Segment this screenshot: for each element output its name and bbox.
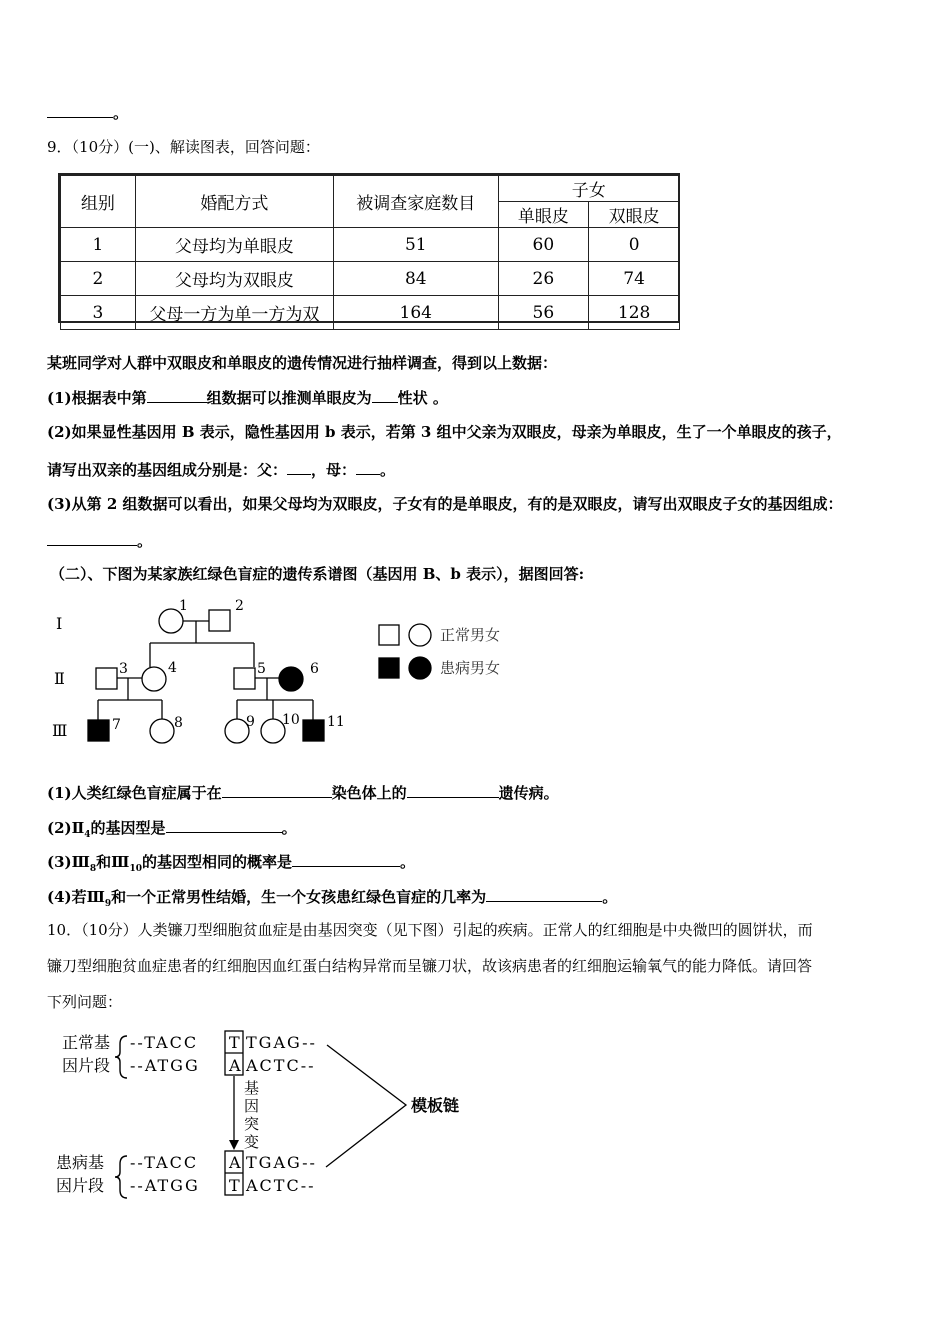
normal-bottom-mutation-base: A [229, 1056, 243, 1075]
disease-top-strand-left: --TACC [130, 1153, 199, 1172]
individual-3 [96, 668, 117, 689]
q9-intro: 某班同学对人群中双眼皮和单眼皮的遗传情况进行抽样调查，得到以上数据： [47, 354, 558, 372]
q9-header: 9．（10分）(一)、解读图表，回答问题： [47, 138, 320, 156]
legend-normal-label: 正常男女 [440, 626, 501, 644]
q9-part2-line1: (2)如果显性基因用 B 表示，隐性基因用 b 表示，若第 3 组中父亲为双眼皮，母亲为单眼皮，生了一个单眼皮的孩子， [47, 423, 842, 441]
gene-mutation-diagram [50, 1028, 490, 1208]
svg-text:因: 因 [244, 1097, 260, 1115]
svg-text:1: 1 [179, 598, 188, 614]
legend-normal-male [379, 625, 399, 645]
header-single: 单眼皮 [498, 202, 589, 228]
brace [115, 1156, 127, 1198]
individual-7 [88, 720, 109, 741]
answer-blank [147, 387, 207, 403]
svg-text:正常基: 正常基 [62, 1033, 111, 1052]
svg-text:10: 10 [282, 712, 300, 728]
svg-text:患病基: 患病基 [56, 1153, 105, 1172]
normal-top-strand-right: TGAG-- [246, 1033, 317, 1052]
pedigree-q2: $(2)Ⅱ_4$的基因型是 。 [47, 819, 297, 840]
q9-part1: (1)根据表中第 组数据可以推测单眼皮为 性状 。 [47, 389, 448, 407]
q9-part3-line2: 。 [47, 530, 152, 551]
individual-8 [150, 719, 174, 743]
individual-11 [303, 720, 324, 741]
answer-blank [292, 851, 400, 867]
header-double: 双眼皮 [589, 202, 680, 228]
legend-affected-label: 患病男女 [440, 659, 501, 677]
q9-part2-line2: 请写出双亲的基因组成分别是：父： ，母： 。 [47, 461, 396, 479]
normal-top-mutation-base: T [229, 1033, 242, 1052]
normal-top-strand-left: --TACC [130, 1033, 199, 1052]
q10-line2: 镰刀型细胞贫血症患者的红细胞因血红蛋白结构异常而呈镰刀状，故该病患者的红细胞运输氧气的能力降低。请回答 [47, 957, 813, 975]
svg-text:8: 8 [174, 715, 183, 731]
header-families: 被调查家庭数目 [334, 176, 498, 228]
individual-4 [142, 667, 166, 691]
svg-text:因片段: 因片段 [62, 1056, 111, 1075]
pedigree-q3: $(3)Ⅲ_8$和$Ⅲ_{10}$的基因型相同的概率是 。 [47, 853, 416, 874]
table-row: 3 父母一方为单一方为双 164 56 128 [61, 296, 680, 330]
individual-6 [279, 667, 303, 691]
svg-text:4: 4 [168, 660, 177, 676]
eyelid-survey-table [60, 175, 680, 330]
svg-text:6: 6 [310, 661, 319, 677]
answer-blank [407, 782, 499, 798]
individual-2 [209, 610, 230, 631]
svg-text:变: 变 [244, 1133, 260, 1151]
svg-text:2: 2 [235, 598, 244, 614]
disease-top-mutation-base: A [229, 1153, 243, 1172]
svg-text:9: 9 [246, 714, 255, 730]
answer-blank [356, 459, 380, 475]
table-row: 1 父母均为单眼皮 51 60 0 [61, 228, 680, 262]
disease-bottom-mutation-base: T [229, 1176, 242, 1195]
answer-blank [166, 817, 282, 833]
pedigree-chart [40, 592, 560, 762]
svg-text:11: 11 [327, 714, 345, 730]
arrow-head-icon [229, 1140, 239, 1150]
legend-affected-female [409, 657, 431, 679]
template-pointer [326, 1045, 406, 1167]
generation-label: Ⅲ [52, 721, 68, 740]
table-row: 2 父母均为双眼皮 84 26 74 [61, 262, 680, 296]
svg-text:7: 7 [112, 717, 121, 733]
header-group: 组别 [61, 176, 136, 228]
svg-text:因片段: 因片段 [56, 1176, 105, 1195]
q10-line3: 下列问题： [47, 993, 123, 1011]
answer-blank [222, 782, 332, 798]
disease-bottom-strand-right: ACTC-- [246, 1176, 316, 1195]
answer-blank [372, 387, 398, 403]
answer-blank [486, 886, 602, 902]
generation-label: Ⅱ [54, 669, 65, 688]
q10-line1: 10．（10分）人类镰刀型细胞贫血症是由基因突变（见下图）引起的疾病。正常人的红细胞是中央微凹的圆饼状，而 [47, 921, 813, 939]
brace [115, 1036, 127, 1078]
header-children: 子女 [498, 176, 680, 202]
q9-part3-line1: (3)从第 2 组数据可以看出，如果父母均为双眼皮，子女有的是单眼皮，有的是双眼皮，请写出双眼皮子女的基因组成： [47, 495, 843, 513]
pedigree-q4: (4)若$Ⅲ_9$和一个正常男性结婚，生一个女孩患红绿色盲症的几率为 。 [47, 888, 618, 909]
svg-text:基: 基 [244, 1079, 260, 1097]
generation-label: Ⅰ [56, 614, 63, 633]
header-mating: 婚配方式 [135, 176, 333, 228]
svg-text:3: 3 [119, 661, 128, 677]
pedigree-q1: (1)人类红绿色盲症属于在 染色体上的 遗传病。 [47, 784, 559, 802]
individual-5 [234, 668, 255, 689]
normal-bottom-strand-left: --ATGG [130, 1056, 200, 1075]
template-strand-label: 模板链 [411, 1096, 460, 1115]
disease-bottom-strand-left: --ATGG [130, 1176, 200, 1195]
answer-blank [47, 530, 137, 546]
legend-normal-female [409, 624, 431, 646]
q8-answer-line: 。 [47, 102, 128, 123]
svg-text:突: 突 [244, 1115, 260, 1133]
disease-top-strand-right: TGAG-- [246, 1153, 317, 1172]
q9-part-two-header: （二）、下图为某家族红绿色盲症的遗传系谱图（基因用 B、b 表示），据图回答: [50, 565, 585, 583]
answer-blank [47, 102, 113, 118]
legend-affected-male [379, 658, 399, 678]
svg-text:5: 5 [257, 661, 266, 677]
normal-bottom-strand-right: ACTC-- [246, 1056, 316, 1075]
answer-blank [287, 459, 311, 475]
